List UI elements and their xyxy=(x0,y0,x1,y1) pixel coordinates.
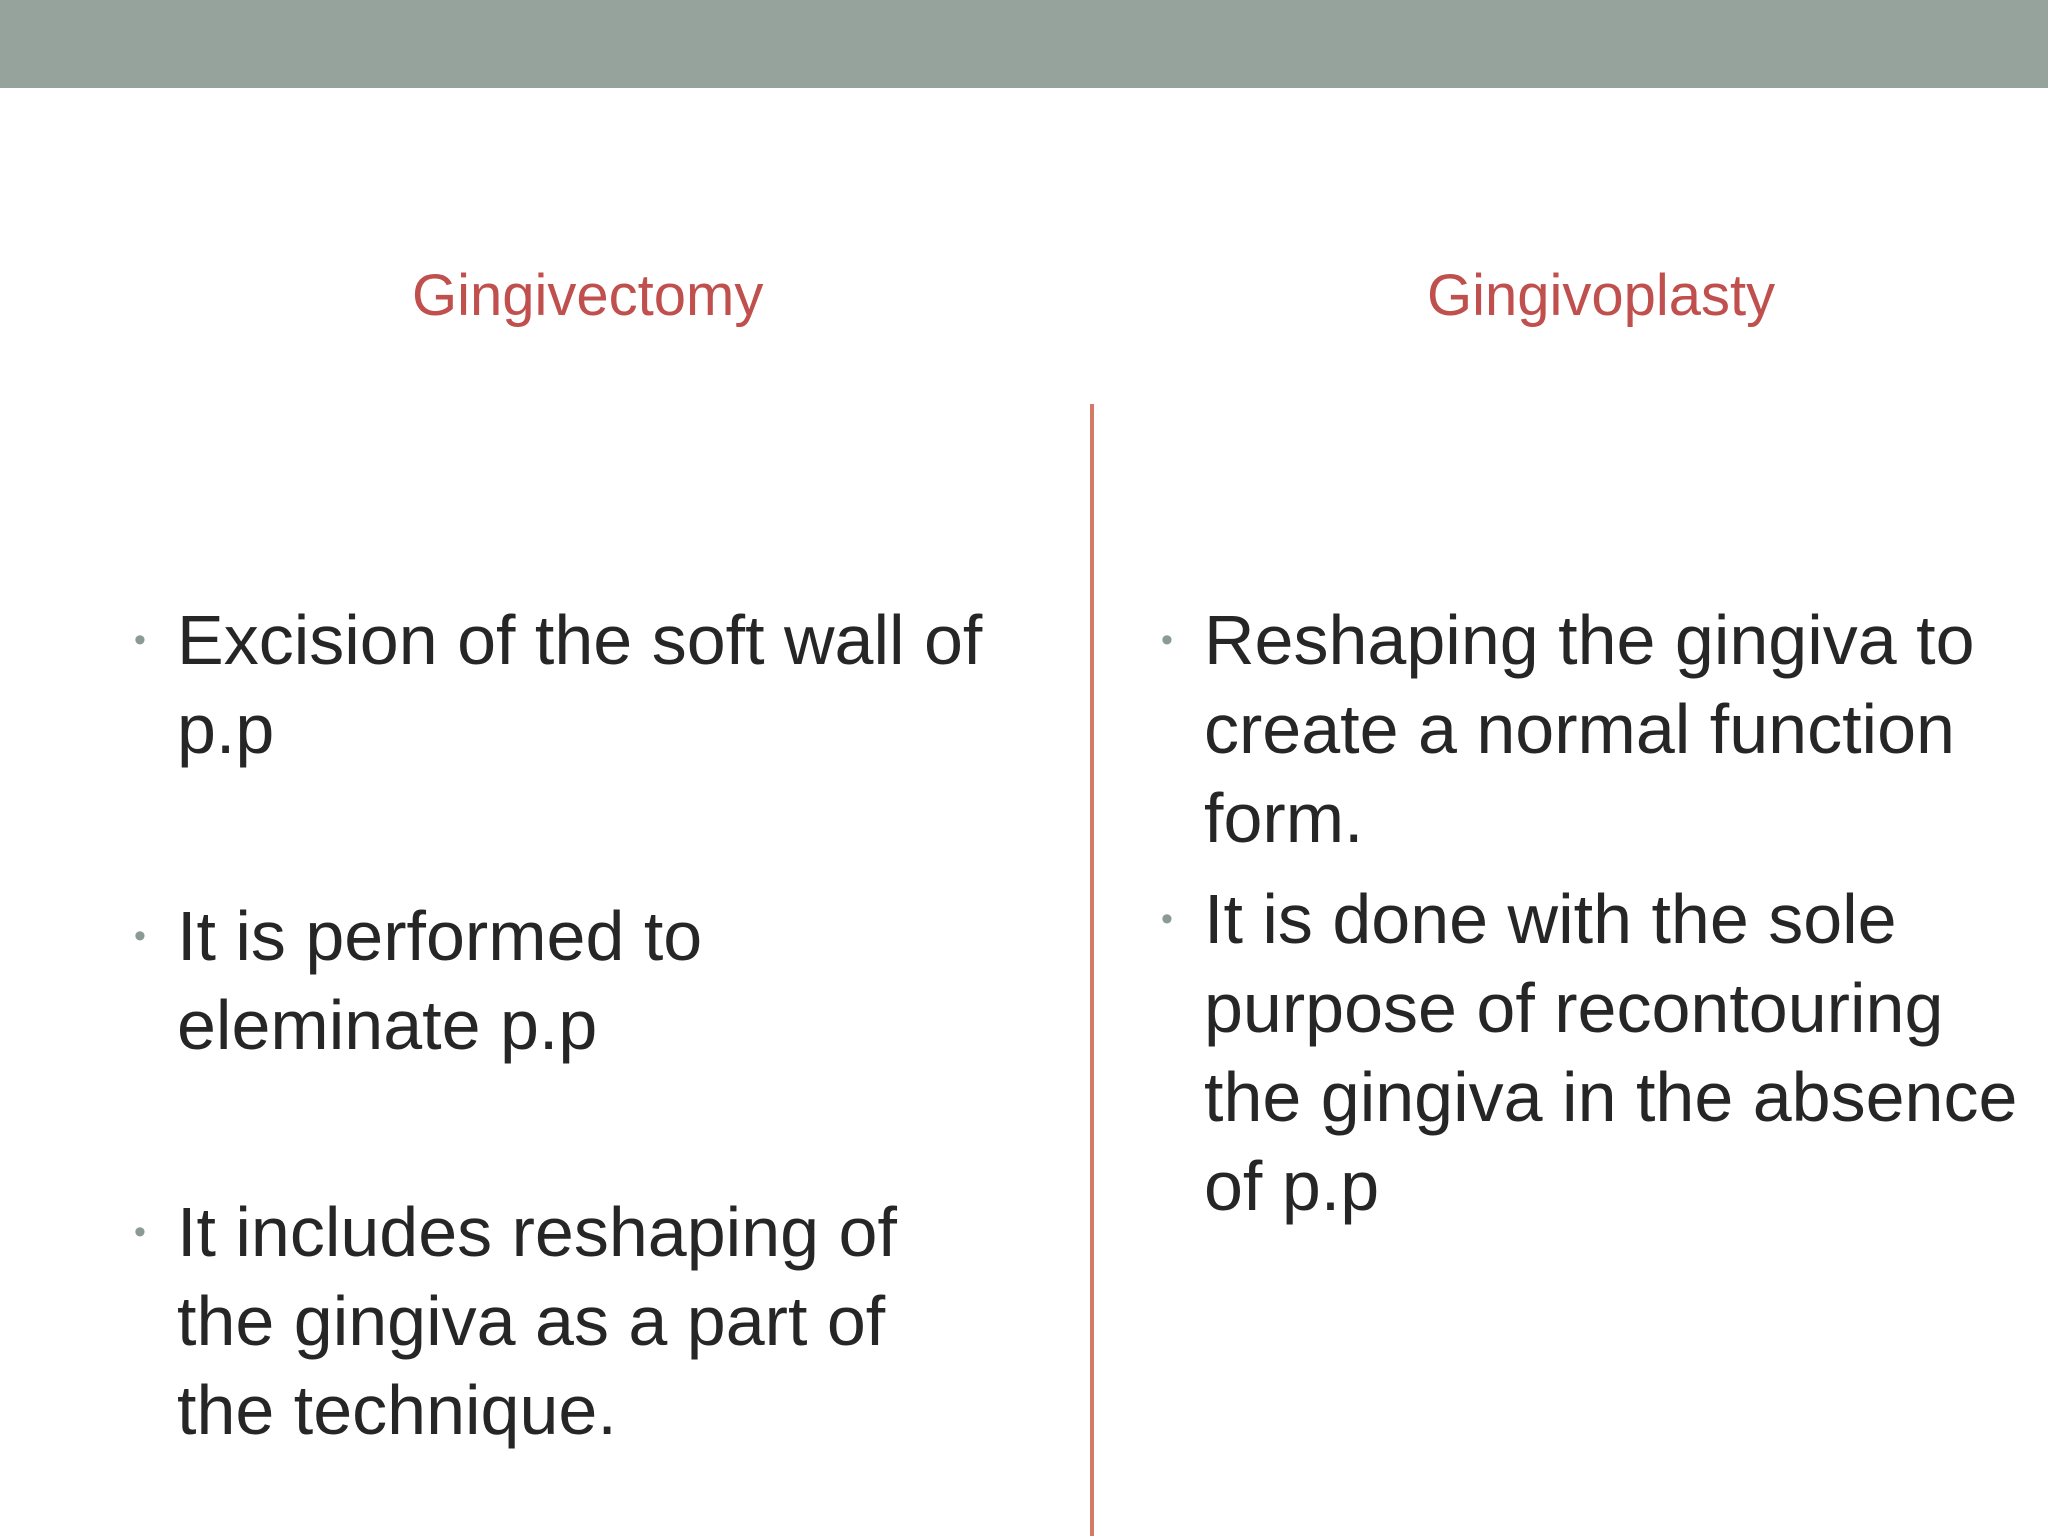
bullet-icon: • xyxy=(134,621,146,659)
bullet-line: It is done with the sole xyxy=(1204,880,1897,958)
bullet-icon: • xyxy=(134,1213,146,1251)
bullet-icon: • xyxy=(134,917,146,955)
bullet-line: of p.p xyxy=(1204,1147,1380,1225)
bullet-line: form. xyxy=(1204,779,1364,857)
bullet-line: Reshaping the gingiva to xyxy=(1204,601,1975,679)
bullet-icon: • xyxy=(1161,900,1173,938)
bullet-line: purpose of recontouring xyxy=(1204,969,1944,1047)
bullet-item xyxy=(130,1188,1050,1455)
bullet-line: It includes reshaping of xyxy=(177,1193,897,1271)
bullet-line: the gingiva in the absence xyxy=(1204,1058,2018,1136)
bullet-item xyxy=(130,596,1050,774)
bullet-item xyxy=(1157,875,2048,1231)
right-bullet-list xyxy=(1157,596,2048,1231)
bullet-line: the gingiva as a part of xyxy=(177,1282,886,1360)
bullet-line: Excision of the soft wall of xyxy=(177,601,983,679)
bullet-item xyxy=(130,892,1050,1070)
bullet-line: p.p xyxy=(177,690,275,768)
bullet-line: the technique. xyxy=(177,1371,617,1449)
right-column-heading: Gingivoplasty xyxy=(1427,263,1776,328)
bullet-line: create a normal function xyxy=(1204,690,1955,768)
title-bar xyxy=(0,0,2048,88)
bullet-item xyxy=(1157,596,2048,863)
bullet-line: eleminate p.p xyxy=(177,986,598,1064)
bullet-line: It is performed to xyxy=(177,897,703,975)
left-column-heading: Gingivectomy xyxy=(412,263,764,328)
bullet-icon: • xyxy=(1161,621,1173,659)
left-bullet-list xyxy=(130,596,1050,1455)
column-divider xyxy=(1090,404,1094,1536)
